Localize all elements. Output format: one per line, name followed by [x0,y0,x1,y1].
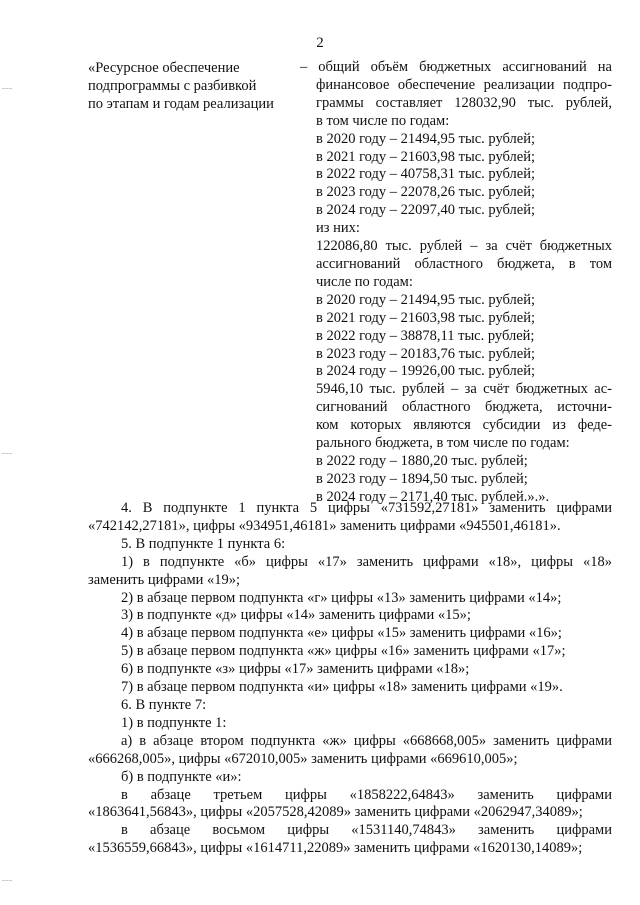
paragraph-line: 5. В подпункте 1 пункта 6: [121,535,286,552]
of-them-line: из них: [316,220,360,237]
paragraph-line: «1536559,66843», цифры «1614711,22089» заменить цифрами «1620130,14089»; [88,840,583,857]
amendments-text [88,500,612,858]
year-total-line: в 2022 году – 40758,31 тыс. рублей; [316,166,536,183]
label-line: по этапам и годам реализации [88,96,274,112]
intro-line: граммы составляет 128032,90 тыс. рублей, [316,94,612,111]
paragraph-line: 3) в подпункте «д» цифры «14» заменить цифрами «15»; [121,607,471,624]
intro-line: в том числе по годам: [316,112,450,129]
regional-line: 122086,80 тыс. рублей – за счёт бюджетных [316,238,612,255]
paragraph-line: «742142,27181», цифры «934951,46181» заменить цифрами «945501,46181». [88,517,561,534]
federal-line: 5946,10 тыс. рублей – за счёт бюджетных ас- [316,381,612,398]
paragraph-line: 6) в подпункте «з» цифры «17» заменить цифрами «18»; [121,661,470,678]
paragraph-line: 7) в абзаце первом подпункта «и» цифры «18» заменить цифрами «19». [121,679,563,696]
paragraph-line: 1) в подпункте «б» цифры «17» заменить цифрами «18», цифры «18» [121,553,612,570]
margin-mark [2,88,12,90]
page-number: 2 [316,35,324,51]
resource-provision-values [300,59,612,507]
regional-line: ассигнований областного бюджета, в том [316,255,612,272]
paragraph-line: а) в абзаце втором подпункта «ж» цифры «668668,005» заменить цифрами [121,732,612,749]
federal-line: рального бюджета, в том числе по годам: [316,435,570,452]
year-regional-line: в 2022 году – 38878,11 тыс. рублей; [316,327,535,344]
label-line: «Ресурсное обеспечение [88,60,240,76]
paragraph-line: в абзаце третьем цифры «1858222,64843» заменить цифрами [121,786,612,803]
paragraph-line: 4. В подпункте 1 пункта 5 цифры «731592,27181» заменить цифрами [121,500,612,516]
paragraph-line: б) в подпункте «и»: [121,768,242,785]
year-regional-line: в 2023 году – 20183,76 тыс. рублей; [316,345,536,362]
year-federal-line: в 2024 году – 2171,40 тыс. рублей.».». [316,488,550,505]
year-regional-line: в 2021 году – 21603,98 тыс. рублей; [316,309,536,326]
paragraph-line: в абзаце восьмом цифры «1531140,74843» заменить цифрами [121,822,612,839]
federal-line: сигнований областного бюджета, источни- [316,399,612,416]
federal-line: ком которых являются субсидии из феде- [316,417,612,434]
year-regional-line: в 2020 году – 21494,95 тыс. рублей; [316,291,536,308]
year-federal-line: в 2022 году – 1880,20 тыс. рублей; [316,452,528,469]
year-total-line: в 2021 году – 21603,98 тыс. рублей; [316,148,536,165]
paragraph-line: «1863641,56843», цифры «2057528,42089» заменить цифрами «2062947,34089»; [88,804,583,821]
paragraph-line: 5) в абзаце первом подпункта «ж» цифры «16» заменить цифрами «17»; [121,643,566,660]
year-total-line: в 2020 году – 21494,95 тыс. рублей; [316,130,536,147]
paragraph-line: заменить цифрами «19»; [88,571,241,588]
intro-line: – общий объём бюджетных ассигнований на [300,59,612,75]
intro-line: финансовое обеспечение реализации подпро- [316,76,612,93]
regional-line: числе по годам: [316,273,413,290]
paragraph-line: 1) в подпункте 1: [121,714,227,731]
paragraph-line: «666268,005», цифры «672010,005» заменить цифрами «669610,005»; [88,750,518,767]
paragraph-line: 4) в абзаце первом подпункта «е» цифры «15» заменить цифрами «16»; [121,625,562,642]
margin-mark [2,880,12,882]
label-line: подпрограммы с разбивкой [88,78,257,94]
margin-mark [2,453,12,455]
year-regional-line: в 2024 году – 19926,00 тыс. рублей; [316,363,536,380]
year-total-line: в 2023 году – 22078,26 тыс. рублей; [316,184,536,201]
year-total-line: в 2024 году – 22097,40 тыс. рублей; [316,202,536,219]
year-federal-line: в 2023 году – 1894,50 тыс. рублей; [316,470,528,487]
paragraph-line: 2) в абзаце первом подпункта «г» цифры «13» заменить цифрами «14»; [121,589,562,606]
resource-provision-label [88,59,293,113]
paragraph-line: 6. В пункте 7: [121,696,207,713]
